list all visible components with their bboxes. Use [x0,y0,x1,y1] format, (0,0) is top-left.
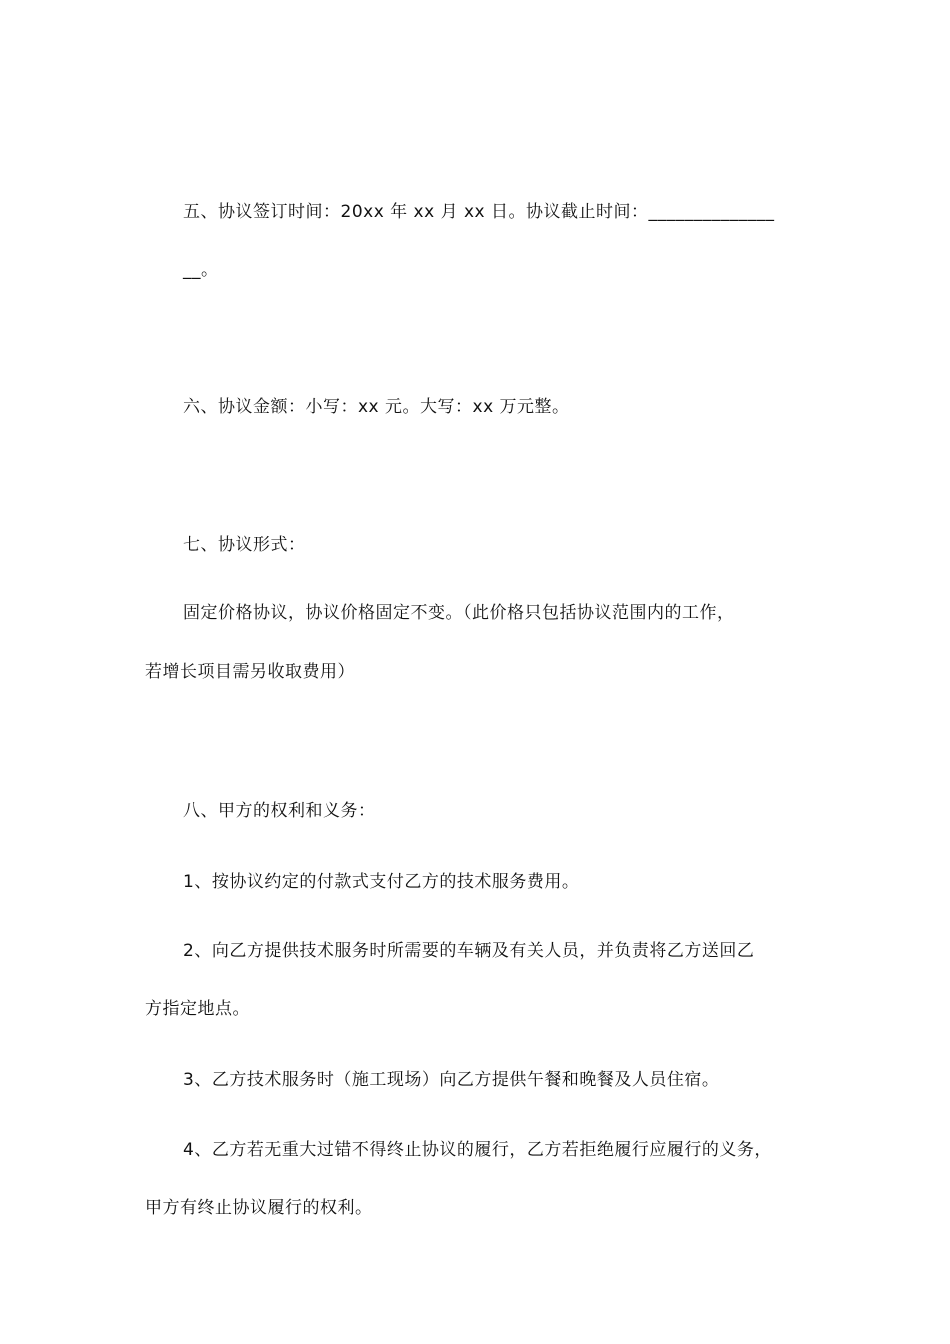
clause-8-item-4: 4、乙方若无重大过错不得终止协议的履行，乙方若拒绝履行应履行的义务， [183,1140,772,1160]
clause-8-item-2-continuation: 方指定地点。 [145,999,250,1019]
clause-8-item-1: 1、按协议约定的付款式支付乙方的技术服务费用。 [183,872,580,892]
clause-8-item-4-continuation: 甲方有终止协议履行的权利。 [145,1198,373,1218]
clause-6-amount: 六、协议金额：小写：xx 元。大写：xx 万元整。 [183,397,570,417]
clause-8-heading: 八、甲方的权利和义务： [183,801,376,821]
clause-7-continuation: 若增长项目需另收取费用） [145,662,355,682]
clause-8-item-3: 3、乙方技术服务时（施工现场）向乙方提供午餐和晚餐及人员住宿。 [183,1070,720,1090]
clause-5-signing-time: 五、协议签订时间：20xx 年 xx 月 xx 日。协议截止时间：______________ [183,202,775,222]
clause-7-heading: 七、协议形式： [183,535,306,555]
clause-5-continuation: __。 [183,260,219,280]
clause-7-text: 固定价格协议，协议价格固定不变。（此价格只包括协议范围内的工作， [183,603,735,623]
clause-8-item-2: 2、向乙方提供技术服务时所需要的车辆及有关人员，并负责将乙方送回乙 [183,941,755,961]
